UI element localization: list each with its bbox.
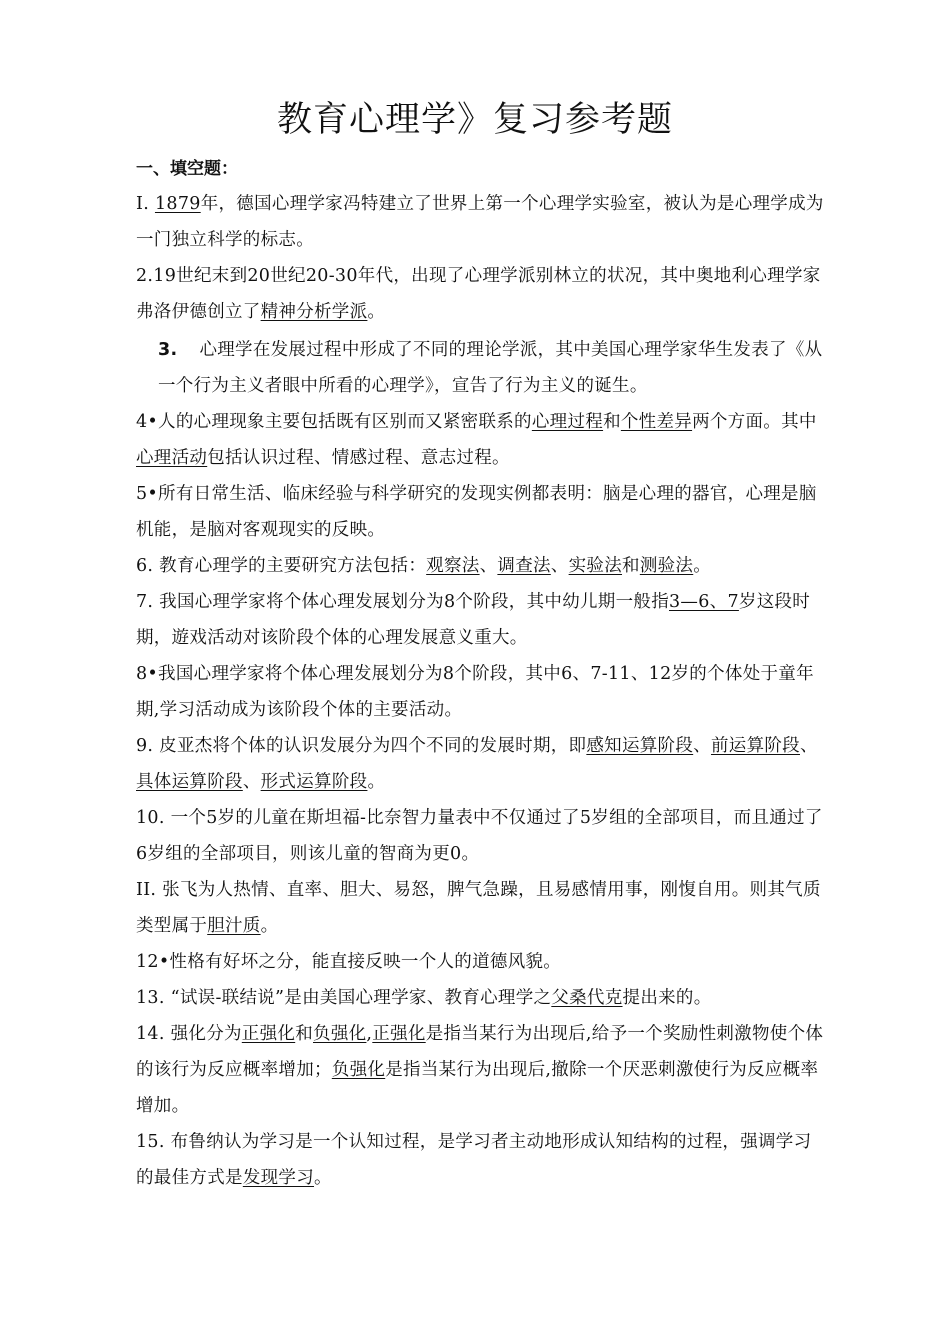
answer-blank: 心理活动 xyxy=(136,448,208,468)
question-text: 、 xyxy=(242,772,261,792)
question-item xyxy=(136,656,826,728)
question-text: 两个方面。其中 xyxy=(692,412,817,432)
question-text: 15. 布鲁纳认为学习是一个认知过程，是学习者主动地形成认知结构的过程，强调学习的最佳方式是 xyxy=(136,1132,812,1188)
question-text: 、 xyxy=(693,736,711,756)
question-item xyxy=(136,476,826,548)
question-text: 是指当某行为出现后,给予一个奖励性刺激物使个体的该行为反应概率增加； xyxy=(136,1024,824,1080)
question-text: 是指当某行为出现后,撤除一个厌恶刺激使行为反应概率增加。 xyxy=(136,1060,819,1116)
answer-blank: 感知运算阶段 xyxy=(586,736,694,756)
question-text: 。 xyxy=(693,556,712,576)
answer-blank: 前运算阶段 xyxy=(710,736,800,756)
question-text: , xyxy=(366,1024,373,1044)
question-item xyxy=(136,186,826,258)
question-number: 3. xyxy=(158,340,178,360)
question-text: 心理学在发展过程中形成了不同的理论学派，其中美国心理学家华生发表了《从一个行为主义者眼中所看的心理学》，宣告了行为主义的诞生。 xyxy=(158,340,823,396)
answer-blank: 胆汁质 xyxy=(207,916,261,936)
question-text: 。 xyxy=(367,772,386,792)
question-text: 12•性格有好坏之分，能直接反映一个人的道德风貌。 xyxy=(136,952,562,972)
question-text: I. xyxy=(136,194,155,214)
question-text: 和 xyxy=(295,1024,314,1044)
question-item xyxy=(136,258,826,330)
question-text: 和 xyxy=(622,556,640,576)
answer-blank: 形式运算阶段 xyxy=(260,772,368,792)
question-text: 、 xyxy=(479,556,498,576)
question-text: 2.19世纪末到20世纪20-30年代，出现了心理学派别林立的状况，其中奥地利心理学家弗洛伊德创立了 xyxy=(136,266,821,322)
question-item xyxy=(136,980,826,1016)
answer-blank: 精神分析学派 xyxy=(260,302,368,322)
question-item xyxy=(136,332,826,404)
question-text: 。 xyxy=(367,302,386,322)
question-text: 提出来的。 xyxy=(622,988,712,1008)
page-title: 教育心理学》复习参考题 xyxy=(276,100,673,140)
answer-blank: 实验法 xyxy=(568,556,623,576)
answer-blank: 个性差异 xyxy=(620,412,693,432)
question-text: 8•我国心理学家将个体心理发展划分为8个阶段，其中6、7-11、12岁的个体处于童年期,学习活动成为该阶段个体的主要活动。 xyxy=(136,664,814,720)
answer-blank: 具体运算阶段 xyxy=(136,772,243,792)
answer-blank: 负强化 xyxy=(331,1060,386,1080)
question-item xyxy=(136,872,826,944)
answer-blank: 发现学习 xyxy=(242,1168,315,1188)
question-item xyxy=(136,800,826,872)
section-heading: 一、填空题： xyxy=(136,159,238,179)
question-text: 6. 教育心理学的主要研究方法包括： xyxy=(136,556,427,576)
answer-blank: 调查法 xyxy=(497,556,551,576)
question-text: 年，德国心理学家冯特建立了世界上第一个心理学实验室，被认为是心理学成为一门独立科学的标志。 xyxy=(136,194,824,250)
answer-blank: 负强化 xyxy=(313,1024,367,1044)
question-item xyxy=(136,944,826,980)
question-item xyxy=(136,404,826,476)
question-text: 9. 皮亚杰将个体的认识发展分为四个不同的发展时期，即 xyxy=(136,736,587,756)
question-text: 10. 一个5岁的儿童在斯坦福-比奈智力量表中不仅通过了5岁组的全部项目，而且通过了6岁组的全部项目，则该儿童的智商为更0。 xyxy=(136,808,823,864)
question-item xyxy=(136,728,826,800)
answer-blank: 测验法 xyxy=(639,556,694,576)
question-text: 岁这段时期，遊戏活动对该阶段个体的心理发展意义重大。 xyxy=(136,592,811,648)
question-item xyxy=(136,548,826,584)
question-text: 5•所有日常生活、临床经验与科学研究的发现实例都表明：脑是心理的器官，心理是脑机能，是脑对客观现实的反映。 xyxy=(136,484,817,540)
question-text: 4•人的心理现象主要包括既有区别而又紧密联系的 xyxy=(136,412,532,432)
answer-blank: 观察法 xyxy=(426,556,480,576)
answer-blank: 正强化 xyxy=(372,1024,426,1044)
answer-blank: 3—6、7 xyxy=(669,592,739,612)
question-text: 7. 我国心理学家将个体心理发展划分为8个阶段，其中幼儿期一般指 xyxy=(136,592,669,612)
answer-blank: 心理过程 xyxy=(531,412,604,432)
answer-blank: 正强化 xyxy=(241,1024,296,1044)
question-text: 和 xyxy=(603,412,621,432)
question-text: 。 xyxy=(260,916,279,936)
question-text: 。 xyxy=(314,1168,332,1188)
question-text: 、 xyxy=(799,736,818,756)
answer-blank: 1879 xyxy=(154,194,201,214)
question-item xyxy=(136,584,826,656)
question-text: 、 xyxy=(550,556,569,576)
question-item xyxy=(136,1124,826,1196)
question-text: II. 张飞为人热情、直率、胆大、易怒，脾气急躁，且易感情用事，刚愎自用。则其气质类型属于 xyxy=(136,880,821,936)
answer-blank: 父桑代克 xyxy=(551,988,623,1008)
question-text: 包括认识过程、情感过程、意志过程。 xyxy=(207,448,510,468)
question-item xyxy=(136,1016,826,1124)
question-text: 13. “试误-联结说”是由美国心理学家、教育心理学之 xyxy=(136,988,552,1008)
question-text: 14. 强化分为 xyxy=(136,1024,242,1044)
